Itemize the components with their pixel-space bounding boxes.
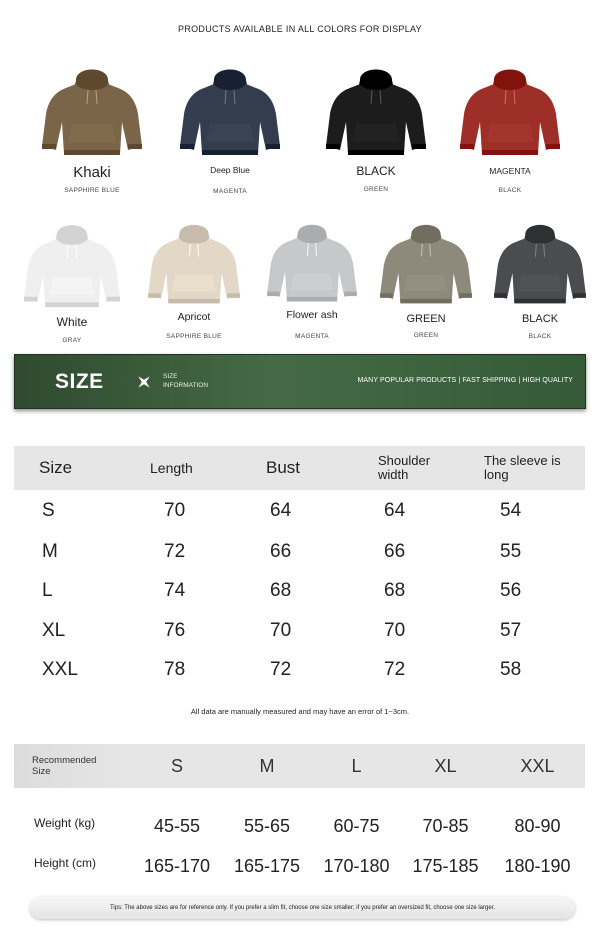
table-cell: 165-170 bbox=[143, 856, 211, 876]
rec-row-height bbox=[14, 856, 585, 886]
hoodie-icon bbox=[138, 218, 250, 308]
table-cell: 54 bbox=[500, 500, 522, 521]
table-cell: 72 bbox=[164, 540, 186, 562]
size-label: M bbox=[42, 540, 58, 562]
table-cell: 64 bbox=[270, 500, 292, 521]
color-sub-label: BLACK bbox=[528, 333, 552, 340]
color-name: Deep Blue bbox=[210, 165, 250, 175]
table-cell: 45-55 bbox=[153, 815, 201, 836]
color-item-deep-blue[interactable] bbox=[172, 62, 288, 195]
color-name: Apricot bbox=[177, 311, 211, 323]
size-row bbox=[14, 490, 585, 532]
recommended-header bbox=[14, 744, 585, 788]
measurement-note: All data are manually measured and may have an error of 1~3cm. bbox=[190, 707, 410, 716]
table-cell: 68 bbox=[384, 580, 406, 602]
table-cell: 60-75 bbox=[333, 815, 380, 836]
table-cell: 70-85 bbox=[422, 815, 469, 836]
table-cell: 78 bbox=[164, 659, 186, 681]
table-cell: 55 bbox=[500, 540, 522, 562]
header-length: Length bbox=[134, 446, 244, 490]
header-bust: Bust bbox=[244, 446, 362, 490]
table-cell: 175-185 bbox=[412, 856, 479, 876]
color-item-black-gray[interactable] bbox=[482, 218, 598, 340]
size-label: S bbox=[42, 500, 55, 521]
color-item-white[interactable] bbox=[14, 218, 130, 344]
hoodie-icon bbox=[484, 218, 596, 308]
table-cell: 74 bbox=[164, 580, 186, 602]
hoodie-icon bbox=[36, 62, 148, 160]
recommended-label: Recommended Size bbox=[14, 744, 132, 788]
size-info-banner bbox=[14, 354, 586, 409]
table-cell: 165-175 bbox=[233, 856, 301, 876]
size-row bbox=[14, 572, 585, 612]
color-item-black[interactable] bbox=[318, 62, 434, 193]
color-name: GREEN bbox=[406, 313, 446, 325]
color-name: Khaki bbox=[73, 164, 111, 181]
page-heading: PRODUCTS AVAILABLE IN ALL COLORS FOR DISPLAY bbox=[178, 24, 422, 34]
color-item-apricot[interactable] bbox=[136, 218, 252, 340]
color-name: Flower ash bbox=[286, 309, 338, 321]
header-shoulder: Shoulder width bbox=[362, 446, 480, 490]
header-size: Size bbox=[14, 446, 134, 490]
color-sub-label: GREEN bbox=[413, 332, 439, 339]
color-name: White bbox=[56, 315, 88, 329]
table-cell: 80-90 bbox=[514, 815, 561, 836]
table-cell: 58 bbox=[500, 659, 522, 681]
size-table bbox=[14, 446, 585, 690]
color-name: BLACK bbox=[521, 313, 559, 325]
size-label: XXL bbox=[42, 659, 78, 681]
size-label: L bbox=[42, 580, 53, 602]
hoodie-icon bbox=[174, 62, 286, 160]
table-cell: 72 bbox=[384, 659, 406, 681]
row-label: Height (cm) bbox=[34, 856, 97, 870]
sparkle-icon bbox=[135, 373, 153, 391]
table-cell: 64 bbox=[384, 500, 406, 521]
color-name: MAGENTA bbox=[489, 166, 531, 176]
color-item-green[interactable] bbox=[368, 218, 484, 339]
table-cell: 56 bbox=[500, 580, 522, 602]
size-row bbox=[14, 651, 585, 691]
recommended-size-table bbox=[14, 744, 585, 886]
table-cell: 76 bbox=[164, 619, 186, 641]
hoodie-icon bbox=[256, 218, 368, 306]
table-cell: 70 bbox=[164, 500, 186, 521]
table-cell: 66 bbox=[270, 540, 292, 562]
color-sub-label: MAGENTA bbox=[295, 333, 329, 340]
rec-row-weight bbox=[14, 788, 585, 856]
header-sleeve: The sleeve is long bbox=[480, 446, 585, 490]
rec-size-xl: XL bbox=[401, 744, 490, 788]
table-cell: 72 bbox=[270, 659, 292, 681]
table-cell: 55-65 bbox=[243, 815, 291, 836]
color-sub-label: SAPPHIRE BLUE bbox=[64, 187, 120, 194]
table-cell: 170-180 bbox=[323, 856, 390, 876]
table-cell: 180-190 bbox=[504, 856, 571, 876]
rec-size-xxl: XXL bbox=[490, 744, 585, 788]
color-item-khaki[interactable] bbox=[34, 62, 150, 194]
rec-size-l: L bbox=[312, 744, 401, 788]
hoodie-icon bbox=[370, 218, 482, 308]
color-name: BLACK bbox=[356, 164, 396, 178]
banner-subtitle: SIZE INFORMATION bbox=[163, 373, 209, 389]
hoodie-icon bbox=[454, 62, 566, 160]
size-table-header bbox=[14, 446, 585, 490]
color-item-flower-ash[interactable] bbox=[254, 218, 370, 340]
banner-tagline: MANY POPULAR PRODUCTS | FAST SHIPPING | HIGH QUALITY bbox=[357, 377, 573, 384]
table-cell: 70 bbox=[270, 619, 292, 641]
table-cell: 66 bbox=[384, 540, 406, 562]
color-sub-label: SAPPHIRE BLUE bbox=[166, 333, 222, 340]
table-cell: 70 bbox=[384, 619, 406, 641]
size-row bbox=[14, 532, 585, 572]
color-sub-label: MAGENTA bbox=[213, 188, 247, 195]
size-label: XL bbox=[42, 619, 66, 641]
color-sub-label: GREEN bbox=[363, 186, 389, 193]
rec-size-m: M bbox=[222, 744, 312, 788]
hoodie-icon bbox=[16, 218, 128, 312]
rec-size-s: S bbox=[132, 744, 222, 788]
tips-bar: Tips: The above sizes are for reference only. If you prefer a slim fit, choose one size smaller; if you prefer an oversized fit, choose one size larger. bbox=[30, 897, 575, 919]
row-label: Weight (kg) bbox=[34, 816, 96, 830]
table-cell: 68 bbox=[270, 580, 292, 602]
banner-title: SIZE bbox=[55, 370, 104, 393]
hoodie-icon bbox=[320, 62, 432, 160]
color-item-magenta[interactable] bbox=[452, 62, 568, 194]
color-sub-label: BLACK bbox=[498, 187, 522, 194]
color-sub-label: GRAY bbox=[62, 337, 82, 344]
size-row bbox=[14, 611, 585, 651]
table-cell: 57 bbox=[500, 619, 522, 641]
